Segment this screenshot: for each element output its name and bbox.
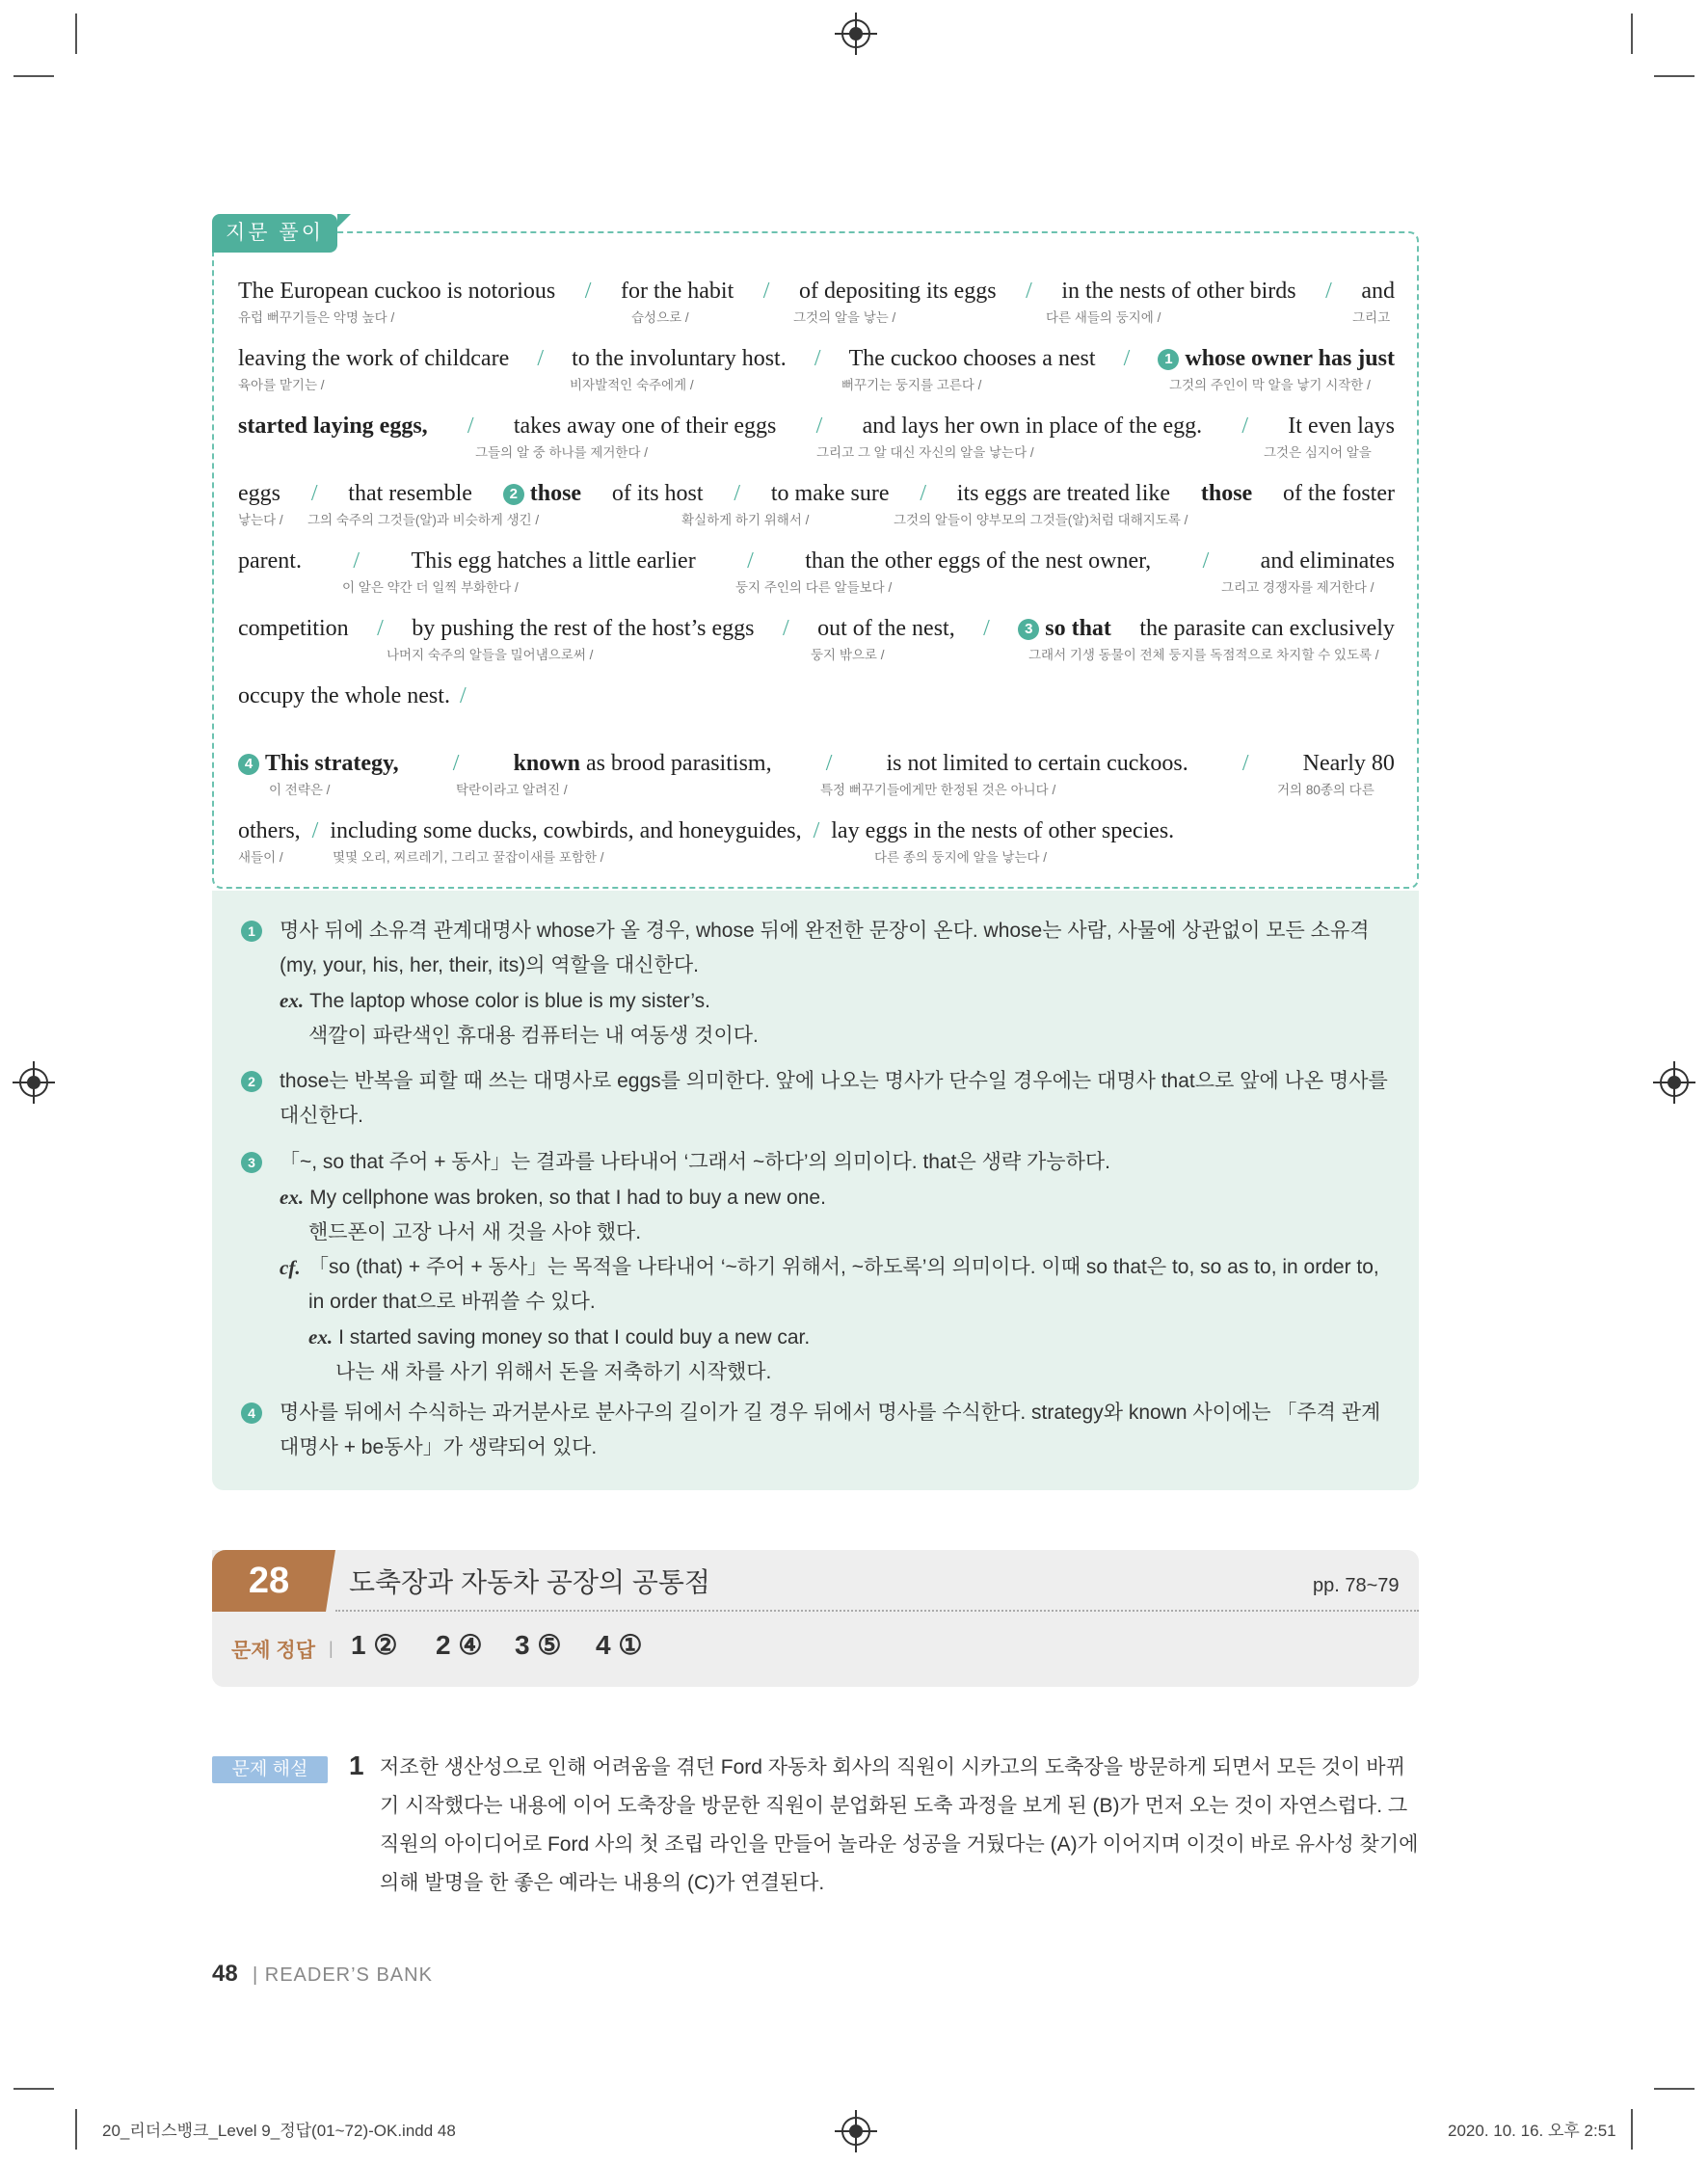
passage-line: leaving the work of childcare / to the involuntary host. / The cuckoo chooses a nest / 1 whose owner has just 육아를 맡기는 / 비자발적인 숙주에게 / 뻐꾸기는 둥지를 고른다 / 그것의 주인이 막 알을 낳기 시작한 / [238, 346, 1395, 392]
phrase-bold: those [529, 481, 582, 506]
example-label: ex. [280, 989, 305, 1012]
example-label: ex. [308, 1325, 334, 1349]
phrase: and lays her own in place of the egg. [862, 414, 1203, 439]
note-marker-icon: 4 [238, 754, 259, 775]
example-ko: 색깔이 파란색인 휴대용 컴퓨터는 내 여동생 것이다. [308, 1025, 759, 1047]
translation: 그리고 그 알 대신 자신의 알을 낳는다 / [816, 445, 1034, 460]
translation: 그것은 심지어 알을 [1264, 445, 1372, 460]
crop-mark [1631, 13, 1633, 54]
note-number-icon: 2 [241, 1071, 262, 1092]
phrase: that resemble [348, 481, 472, 506]
translation: 그리고 경쟁자를 제거한다 / [1221, 580, 1374, 595]
note-text: 명사 뒤에 소유격 관계대명사 whose가 올 경우, whose 뒤에 완전한 문장이 온다. whose는 사람, 사물에 상관없이 모든 소유격(my, your, his, her, their, its)의 역할을 대신한다. [280, 920, 1370, 976]
note-text: those는 반복을 피할 때 쓰는 대명사로 eggs를 의미한다. 앞에 나오는 명사가 단수일 경우에는 대명사 that으로 앞에 나온 명사를 대신한다. [280, 1070, 1388, 1127]
answer-item: 2 ④ [436, 1630, 483, 1660]
phrase: including some ducks, cowbirds, and honeyguides, [330, 818, 802, 843]
registration-mark-icon [841, 19, 870, 48]
translation: 낳는다 / [238, 513, 283, 527]
section-pages: pp. 78~79 [1313, 1575, 1400, 1596]
answers-separator: | [329, 1639, 334, 1658]
example-ko: 핸드폰이 고장 나서 새 것을 사야 했다. [308, 1221, 642, 1243]
phrase: Nearly 80 [1302, 751, 1395, 776]
phrase: competition [238, 616, 349, 641]
explanation-tag: 문제 해설 [212, 1756, 328, 1783]
translation: 새들이 / [238, 850, 283, 865]
example-label: ex. [280, 1186, 305, 1209]
phrase: eggs [238, 481, 280, 506]
book-title: | READER’S BANK [253, 1964, 433, 1986]
phrase: leaving the work of childcare [238, 346, 510, 371]
translation: 특정 뻐꾸기들에게만 한정된 것은 아니다 / [820, 783, 1056, 797]
phrase: as brood parasitism, [585, 751, 772, 776]
phrase: of the foster [1283, 481, 1395, 506]
page-number: 48 [212, 1961, 238, 1987]
translation: 그것의 주인이 막 알을 낳기 시작한 / [1169, 378, 1371, 392]
answers-label: 문제 정답 [231, 1640, 315, 1662]
translation: 확실하게 하기 위해서 / [681, 513, 810, 527]
slug-date: 2020. 10. 16. 오후 2:51 [1448, 2122, 1616, 2140]
note-text: 「~, so that 주어 + 동사」는 결과를 나타내어 ‘그래서 ~하다’의 의미이다. that은 생략 가능하다. [280, 1151, 1110, 1173]
phrase: lay eggs in the nests of other species. [831, 818, 1175, 843]
phrase: its eggs are treated like [956, 481, 1171, 506]
phrase: The European cuckoo is notorious [238, 279, 556, 304]
phrase: The cuckoo chooses a nest [848, 346, 1096, 371]
section-title: 도축장과 자동차 공장의 공통점 [349, 1567, 710, 1597]
phrase-bold: This strategy, [265, 751, 399, 776]
section-divider [335, 1610, 1419, 1612]
passage-line: 4 This strategy, / known as brood parasitism, / is not limited to certain cuckoos. / Nearly 80 이 전략은 / 탁란이라고 알려진 / 특정 뻐꾸기들에게만 한정된 것은 아니다 / 거의 80종의 다른 [238, 748, 1395, 798]
translation: 거의 80종의 다른 [1277, 783, 1374, 797]
phrase-bold: those [1200, 481, 1253, 506]
passage-line: occupy the whole nest. / [238, 683, 467, 708]
phrase: of its host [611, 481, 704, 506]
crop-mark [1654, 75, 1695, 77]
phrase: than the other eggs of the nest owner, [805, 548, 1152, 574]
passage-tab: 지문 풀이 [212, 214, 337, 253]
phrase: of depositing its eggs [798, 279, 997, 304]
phrase: for the habit [620, 279, 734, 304]
translation: 습성으로 / [631, 310, 689, 325]
phrase: and eliminates [1260, 548, 1395, 574]
phrase-bold: so that [1045, 616, 1111, 641]
translation: 둥지 밖으로 / [811, 648, 885, 662]
explanation-number: 1 [349, 1750, 364, 1780]
translation: 그것의 알을 낳는 / [793, 310, 896, 325]
translation: 비자발적인 숙주에게 / [570, 378, 694, 392]
phrase-bold: started laying eggs, [238, 414, 428, 439]
translation: 그들의 알 중 하나를 제거한다 / [475, 445, 648, 460]
crop-mark [75, 2109, 77, 2150]
phrase-bold: whose owner has just [1185, 346, 1395, 371]
translation: 뻐꾸기는 둥지를 고른다 / [841, 378, 982, 392]
passage-tab-tail [337, 214, 351, 227]
registration-mark-icon [841, 2117, 870, 2146]
translation: 육아를 맡기는 / [238, 378, 325, 392]
section-number-tail [326, 1550, 335, 1612]
phrase: to the involuntary host. [572, 346, 787, 371]
passage-line: competition / by pushing the rest of the host’s eggs / out of the nest, / 3 so that the parasite can exclusively 나머지 숙주의 알들을 밀어냄으로써 / 둥지 밖으로 / 그래서 기생 동물이 전체 둥지를 독점적으로 차지할 수 있도록 / [238, 616, 1395, 662]
phrase-bold: known [513, 751, 580, 776]
phrase: by pushing the rest of the host’s eggs [412, 616, 755, 641]
note-number-icon: 3 [241, 1152, 262, 1173]
translation: 나머지 숙주의 알들을 밀어냄으로써 / [387, 648, 594, 662]
translation: 몇몇 오리, 찌르레기, 그리고 꿀잡이새를 포함한 / [333, 850, 604, 865]
section-number: 28 [212, 1550, 326, 1612]
phrase: in the nests of other birds [1061, 279, 1296, 304]
crop-mark [13, 2088, 54, 2090]
passage-line: others, / including some ducks, cowbirds, and honeyguides, / lay eggs in the nests of other species. 새들이 / 몇몇 오리, 찌르레기, 그리고 꿀잡이새를 포함한 / 다른 종의 둥지에 알을 낳는다 / [238, 818, 1175, 865]
phrase: the parasite can exclusively [1139, 616, 1395, 641]
passage-line: parent. / This egg hatches a little earlier / than the other eggs of the nest owner, / and eliminates 이 알은 약간 더 일찍 부화한다 / 둥지 주인의 다른 알들보다 / 그리고 경쟁자를 제거한다 / [238, 548, 1395, 595]
compare-label: cf. [280, 1256, 301, 1279]
phrase: parent. [238, 548, 302, 574]
example-en: My cellphone was broken, so that I had to buy a new one. [309, 1187, 826, 1209]
translation: 이 전략은 / [269, 783, 331, 797]
crop-mark [1631, 2109, 1633, 2150]
note-text: 명사를 뒤에서 수식하는 과거분사로 분사구의 길이가 길 경우 뒤에서 명사를 수식한다. strategy와 known 사이에는 「주격 관계대명사 + be동사」가 생략되어 있다. [280, 1402, 1381, 1458]
translation: 다른 새들의 둥지에 / [1046, 310, 1161, 325]
example-en: I started saving money so that I could buy a new car. [338, 1326, 811, 1349]
phrase: is not limited to certain cuckoos. [886, 751, 1188, 776]
translation: 다른 종의 둥지에 알을 낳는다 / [874, 850, 1047, 865]
phrase: It even lays [1288, 414, 1395, 439]
answer-item: 3 ⑤ [515, 1630, 562, 1660]
translation: 이 알은 약간 더 일찍 부화한다 / [342, 580, 519, 595]
example-ko: 나는 새 차를 사기 위해서 돈을 저축하기 시작했다. [335, 1361, 772, 1383]
phrase: occupy the whole nest. [238, 683, 450, 708]
phrase: out of the nest, [817, 616, 955, 641]
note-marker-icon: 1 [1158, 349, 1179, 370]
note-marker-icon: 3 [1018, 619, 1039, 640]
crop-mark [1654, 2088, 1695, 2090]
explanation-text: 저조한 생산성으로 인해 어려움을 겪던 Ford 자동차 회사의 직원이 시카고의 도축장을 방문하게 되면서 모든 것이 바뀌기 시작했다는 내용에 이어 도축장을 방문한 직원이 분업화된 도축 과정을 보게 된 (B)가 먼저 오는 것이 자연스럽다. 그 직원의 아이디어로 Ford 사의 첫 조립 라인을 만들어 놀라운 성공을 거뒀다는 (A)가 이어지며 이것이 바로 유사성 찾기에 의해 발명을 한 좋은 예라는 내용의 (C)가 연결된다. [380, 1756, 1419, 1894]
phrase: and [1361, 279, 1395, 304]
passage-line: eggs / that resemble 2 those of its host / to make sure / its eggs are treated like those of the foster 낳는다 / 그의 숙주의 그것들(알)과 비슷하게 생긴 / 확실하게 하기 위해서 / 그것의 알들이 양부모의 그것들(알)처럼 대해지도록 / [238, 481, 1395, 527]
translation: 그의 숙주의 그것들(알)과 비슷하게 생긴 / [307, 513, 540, 527]
passage-line: started laying eggs, / takes away one of their eggs / and lays her own in place of the egg. / It even lays 그들의 알 중 하나를 제거한다 / 그리고 그 알 대신 자신의 알을 낳는다 / 그것은 심지어 알을 [238, 414, 1395, 460]
registration-mark-icon [19, 1068, 48, 1097]
translation: 탁란이라고 알려진 / [456, 783, 568, 797]
translation: 그것의 알들이 양부모의 그것들(알)처럼 대해지도록 / [894, 513, 1188, 527]
translation: 유럽 뻐꾸기들은 악명 높다 / [238, 310, 395, 325]
note-number-icon: 4 [241, 1403, 262, 1424]
phrase: others, [238, 818, 301, 843]
translation: 그리고 [1352, 310, 1391, 325]
translation: 둥지 주인의 다른 알들보다 / [735, 580, 893, 595]
example-en: The laptop whose color is blue is my sister’s. [309, 990, 710, 1012]
answer-item: 1 ② [351, 1630, 398, 1660]
crop-mark [13, 75, 54, 77]
translation: 그래서 기생 동물이 전체 둥지를 독점적으로 차지할 수 있도록 / [1028, 648, 1379, 662]
note-number-icon: 1 [241, 921, 262, 942]
note-marker-icon: 2 [503, 484, 524, 505]
slug-filename: 20_리더스뱅크_Level 9_정답(01~72)-OK.indd 48 [102, 2122, 456, 2140]
compare-text: 「so (that) + 주어 + 동사」는 목적을 나타내어 ‘~하기 위해서, ~하도록’의 의미이다. 이때 so that은 to, so as to, in order to, in order that으로 바꿔쓸 수 있다. [308, 1256, 1379, 1313]
passage-line: The European cuckoo is notorious / for the habit / of depositing its eggs / in the nests of other birds / and 유럽 뻐꾸기들은 악명 높다 / 습성으로 / 그것의 알을 낳는 / 다른 새들의 둥지에 / 그리고 [238, 279, 1395, 325]
phrase: This egg hatches a little earlier [411, 548, 696, 574]
answer-item: 4 ① [596, 1630, 643, 1660]
registration-mark-icon [1660, 1068, 1689, 1097]
phrase: to make sure [770, 481, 890, 506]
crop-mark [75, 13, 77, 54]
phrase: takes away one of their eggs [513, 414, 777, 439]
